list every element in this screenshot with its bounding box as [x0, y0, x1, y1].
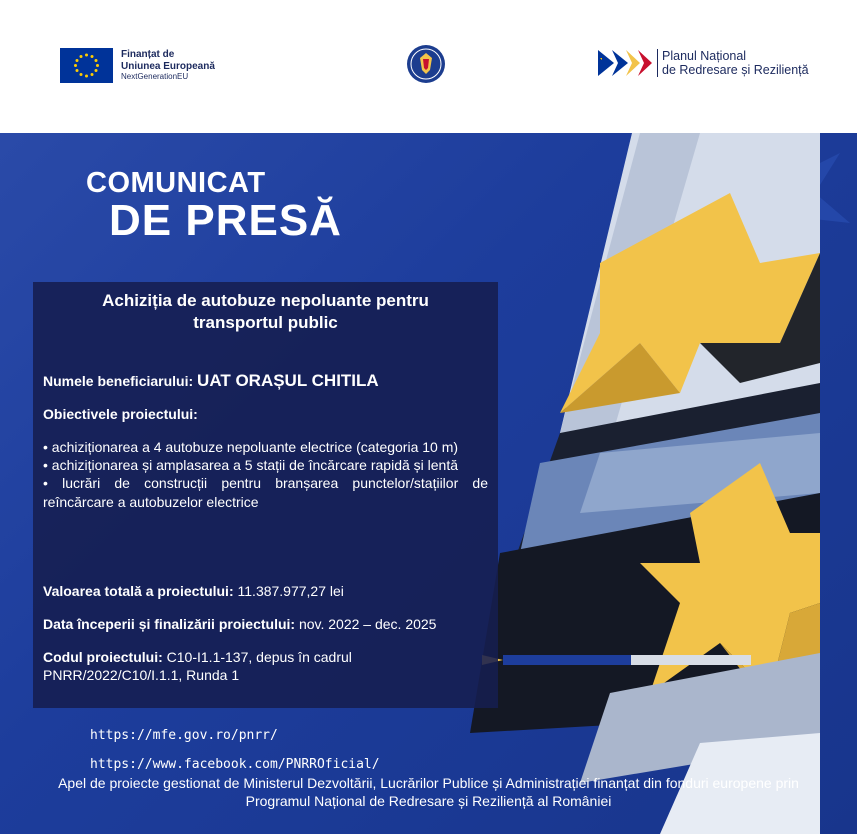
- project-code-value: C10-I1.1-137, depus în cadrul PNRR/2022/C10/I.1.1, Runda 1: [43, 649, 352, 684]
- project-dates-row: [43, 615, 488, 633]
- pnrr-logo: [598, 48, 809, 78]
- mfe-link[interactable]: https://mfe.gov.ro/pnrr/: [90, 728, 278, 743]
- beneficiary-row: [43, 370, 488, 392]
- project-code-label: Codul proiectului:: [43, 649, 163, 665]
- footer-line1: Apel de proiecte gestionat de Ministerul Dezvoltării, Lucrărilor Publice și Administrației finanțat din fonduri europene prin: [58, 775, 799, 791]
- header-bar: [0, 0, 857, 133]
- eu-logo-line3: NextGenerationEU: [121, 72, 189, 82]
- project-dates-label: Data începerii și finalizării proiectului:: [43, 616, 296, 632]
- press-release-title-line1: COMUNICAT: [86, 167, 266, 199]
- list-item: • achiziționarea și amplasarea a 5 stații de încărcare rapidă și lentă: [43, 457, 459, 474]
- eu-logo-line1: Finanțat de: [121, 49, 175, 61]
- pnrr-logo-line1: Planul Național: [662, 48, 747, 63]
- eu-logo-line2: Uniunea Europeană: [121, 60, 215, 72]
- pnrr-arrows-icon: [598, 48, 654, 78]
- eu-funding-logo: [60, 48, 215, 83]
- pnrr-logo-line2: de Redresare și Reziliență: [662, 63, 809, 77]
- press-release-title-line2: DE PRESĂ: [109, 196, 342, 245]
- list-item: • achiziționarea a 4 autobuze nepoluante electrice (categoria 10 m): [43, 439, 459, 455]
- eu-flag-icon: [60, 48, 113, 83]
- facebook-link[interactable]: https://www.facebook.com/PNRROficial/: [90, 757, 380, 772]
- project-value-row: [43, 582, 488, 600]
- footer-line2: Programul Național de Redresare și Reziliență al României: [245, 793, 612, 810]
- romanian-government-emblem-icon: [406, 44, 446, 84]
- list-item: • lucrări de construcții pentru branșarea punctelor/stațiilor de reîncărcare a autobuzelor electrice: [43, 475, 488, 510]
- beneficiary-label: Numele beneficiarului:: [43, 373, 194, 389]
- project-value-amount: 11.387.977,27 lei: [237, 583, 344, 599]
- objectives-label: Obiectivele proiectului:: [43, 406, 198, 422]
- beneficiary-value: UAT ORAȘUL CHITILA: [197, 371, 379, 390]
- project-heading: Achiziția de autobuze nepoluante pentru transportul public: [102, 291, 429, 333]
- project-dates-value: nov. 2022 – dec. 2025: [298, 616, 437, 632]
- project-code-row: [43, 648, 488, 684]
- objectives-list: [43, 438, 488, 511]
- project-value-label: Valoarea totală a proiectului:: [43, 583, 234, 599]
- footer-note: [0, 774, 857, 810]
